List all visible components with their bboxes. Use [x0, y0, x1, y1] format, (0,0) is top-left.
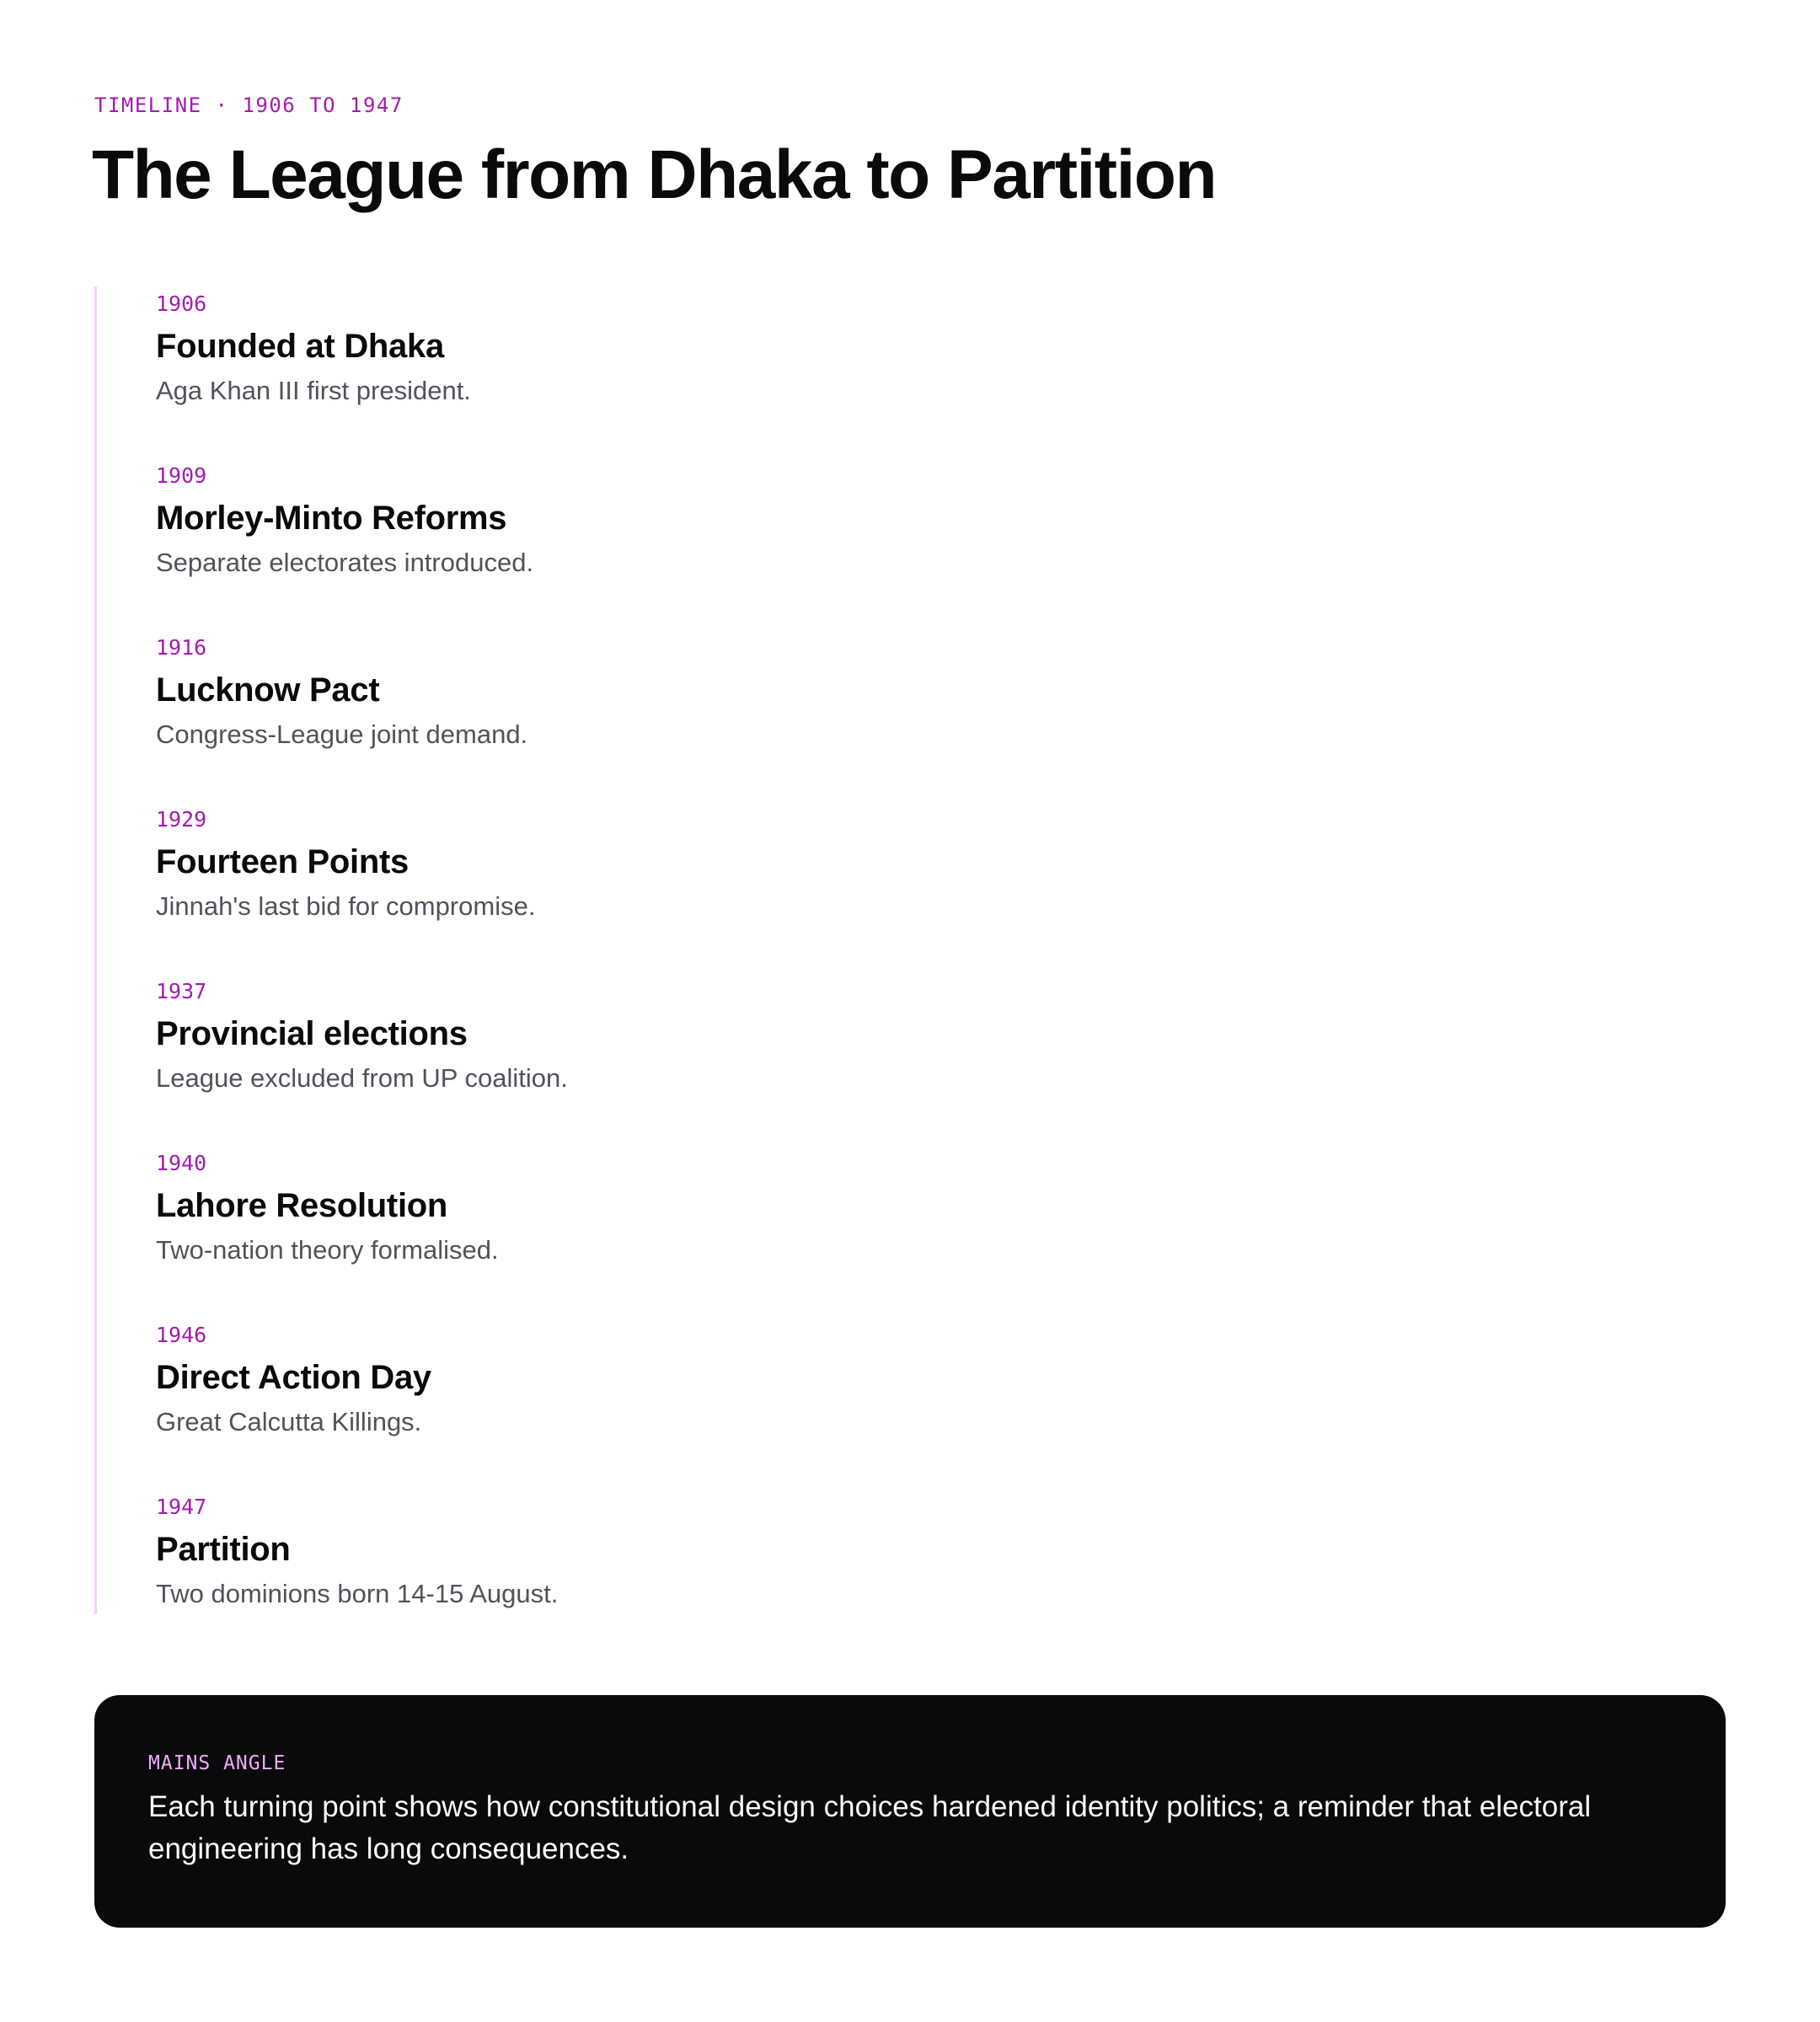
timeline-item [156, 802, 1083, 974]
timeline-year: 1947 [156, 1495, 207, 1519]
timeline-year: 1906 [156, 292, 207, 316]
timeline-year: 1937 [156, 979, 207, 1003]
timeline-title: Lahore Resolution [156, 1187, 448, 1224]
mains-angle-callout [94, 1695, 1726, 1928]
timeline-title: Lucknow Pact [156, 671, 380, 709]
timeline-item [156, 974, 1083, 1146]
timeline-description: Two-nation theory formalised. [156, 1235, 499, 1265]
callout-label: MAINS ANGLE [148, 1752, 286, 1774]
timeline-year: 1916 [156, 635, 207, 660]
timeline-title: Fourteen Points [156, 843, 409, 880]
timeline-title: Partition [156, 1531, 291, 1568]
eyebrow-label: TIMELINE · 1906 TO 1947 [94, 94, 404, 117]
timeline-item [156, 1318, 1083, 1490]
timeline-description: League excluded from UP coalition. [156, 1063, 568, 1093]
timeline-title: Founded at Dhaka [156, 328, 444, 365]
timeline-item [156, 1146, 1083, 1318]
timeline-item [156, 458, 1083, 630]
timeline [94, 286, 1105, 1614]
timeline-description: Congress-League joint demand. [156, 719, 528, 749]
timeline-description: Jinnah's last bid for compromise. [156, 891, 536, 921]
timeline-item [156, 286, 1083, 458]
timeline-year: 1909 [156, 463, 207, 488]
timeline-item [156, 630, 1083, 802]
timeline-year: 1940 [156, 1151, 207, 1175]
timeline-title: Morley-Minto Reforms [156, 500, 507, 537]
timeline-description: Aga Khan III first president. [156, 376, 471, 405]
timeline-item [156, 1490, 1083, 1661]
timeline-year: 1946 [156, 1323, 207, 1347]
timeline-year: 1929 [156, 807, 207, 832]
timeline-title: Direct Action Day [156, 1359, 431, 1396]
page-title: The League from Dhaka to Partition [92, 136, 1217, 213]
timeline-title: Provincial elections [156, 1015, 468, 1052]
timeline-description: Great Calcutta Killings. [156, 1407, 422, 1436]
timeline-description: Two dominions born 14-15 August. [156, 1579, 559, 1608]
callout-body: Each turning point shows how constitutional design choices hardened identity politics; a reminder that electoral engineering has long consequences. [148, 1790, 1592, 1865]
timeline-description: Separate electorates introduced. [156, 548, 534, 577]
